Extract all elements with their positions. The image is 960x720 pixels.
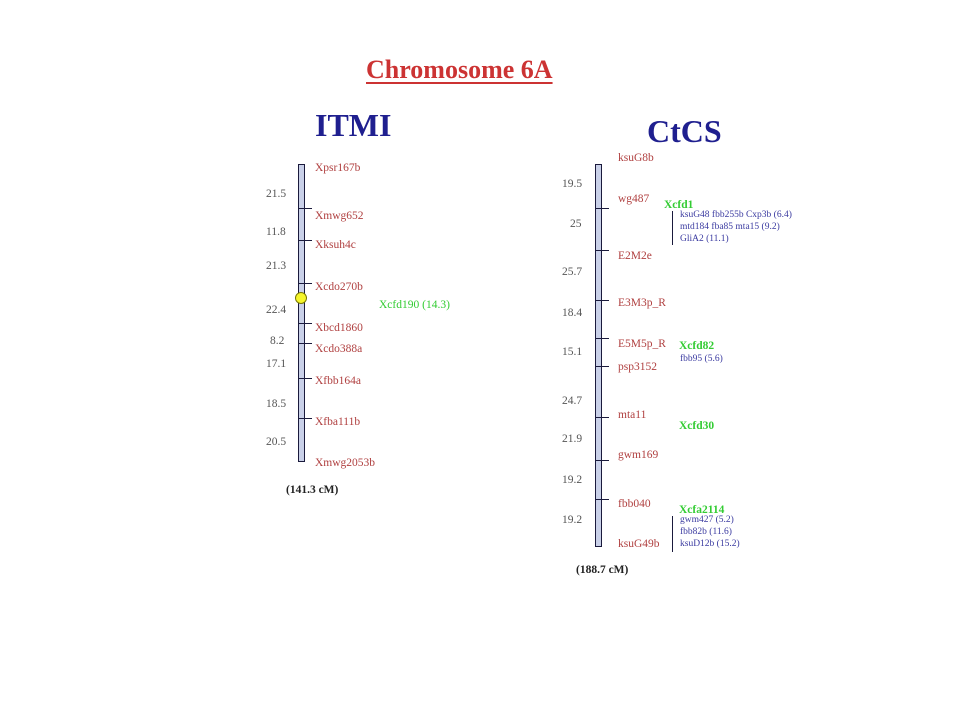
ctcs-total-length: (188.7 cM) bbox=[576, 564, 629, 576]
xcfa2114-sub-marker: gwm427 (5.2) bbox=[680, 515, 734, 525]
ctcs-interval: 19.2 bbox=[562, 514, 583, 526]
itmi-interval: 22.4 bbox=[266, 304, 287, 316]
itmi-map-title: ITMI bbox=[315, 107, 392, 143]
ctcs-interval: 18.4 bbox=[562, 307, 583, 319]
ctcs-marker: ksuG8b bbox=[618, 152, 654, 164]
xcfa2114-bracket-line bbox=[672, 516, 673, 552]
ctcs-marker: fbb040 bbox=[618, 498, 651, 510]
itmi-marker: Xfba111b bbox=[315, 416, 361, 428]
ctcs-interval: 25 bbox=[570, 218, 582, 230]
main-title: Chromosome 6A bbox=[366, 55, 553, 84]
ctcs-marker: E5M5p_R bbox=[618, 338, 666, 350]
itmi-interval: 21.5 bbox=[266, 188, 287, 200]
ctcs-tick bbox=[595, 366, 609, 367]
itmi-marker: Xksuh4c bbox=[315, 239, 356, 251]
itmi-marker: Xbcd1860 bbox=[315, 322, 363, 334]
ctcs-marker: psp3152 bbox=[618, 361, 657, 373]
itmi-marker: Xmwg2053b bbox=[315, 457, 376, 469]
ctcs-marker: wg487 bbox=[618, 193, 650, 205]
itmi-marker: Xpsr167b bbox=[315, 162, 361, 174]
xcfd1-sub-marker: mtd184 fba85 mta15 (9.2) bbox=[680, 222, 780, 232]
ctcs-interval: 15.1 bbox=[562, 346, 583, 358]
ctcs-interval: 25.7 bbox=[562, 266, 583, 278]
xcfd1-sub-marker: GliA2 (11.1) bbox=[680, 234, 729, 244]
ctcs-interval: 24.7 bbox=[562, 395, 583, 407]
ctcs-interval: 21.9 bbox=[562, 433, 583, 445]
itmi-tick bbox=[298, 343, 312, 344]
itmi-marker: Xcdo388a bbox=[315, 343, 363, 355]
ctcs-tick bbox=[595, 460, 609, 461]
xcfa2114-sub-marker: fbb82b (11.6) bbox=[680, 527, 732, 537]
ctcs-marker: E2M2e bbox=[618, 250, 652, 262]
itmi-marker: Xmwg652 bbox=[315, 210, 364, 222]
ctcs-tick bbox=[595, 417, 609, 418]
ctcs-map-title: CtCS bbox=[647, 113, 722, 149]
itmi-interval: 11.8 bbox=[266, 226, 286, 238]
itmi-interval: 8.2 bbox=[270, 335, 285, 347]
ctcs-gene-xcfd30: Xcfd30 bbox=[679, 420, 715, 432]
itmi-tick bbox=[298, 208, 312, 209]
xcfd1-bracket-line bbox=[672, 211, 673, 245]
ctcs-tick bbox=[595, 499, 609, 500]
ctcs-tick bbox=[595, 300, 609, 301]
itmi-tick bbox=[298, 283, 312, 284]
itmi-interval: 20.5 bbox=[266, 436, 287, 448]
xcfd190-locus-dot bbox=[295, 292, 307, 304]
xcfd82-sub-marker: fbb95 (5.6) bbox=[680, 354, 723, 364]
ctcs-marker: mta11 bbox=[618, 409, 647, 421]
itmi-interval: 17.1 bbox=[266, 358, 287, 370]
itmi-tick bbox=[298, 418, 312, 419]
itmi-total-length: (141.3 cM) bbox=[286, 484, 339, 496]
ctcs-marker: gwm169 bbox=[618, 449, 659, 461]
itmi-marker: Xfbb164a bbox=[315, 375, 361, 387]
itmi-gene-xcfd190: Xcfd190 (14.3) bbox=[379, 299, 450, 311]
ctcs-marker: ksuG49b bbox=[618, 538, 660, 550]
ctcs-tick bbox=[595, 250, 609, 251]
itmi-tick bbox=[298, 240, 312, 241]
itmi-tick bbox=[298, 323, 312, 324]
itmi-interval: 21.3 bbox=[266, 260, 287, 272]
ctcs-gene-xcfd1: Xcfd1 bbox=[664, 199, 694, 211]
xcfd1-sub-marker: ksuG48 fbb255b Cxp3b (6.4) bbox=[680, 210, 792, 220]
itmi-tick bbox=[298, 378, 312, 379]
itmi-marker: Xcdo270b bbox=[315, 281, 363, 293]
ctcs-gene-xcfa2114: Xcfa2114 bbox=[679, 504, 725, 516]
xcfa2114-sub-marker: ksuD12b (15.2) bbox=[680, 539, 740, 549]
ctcs-marker: E3M3p_R bbox=[618, 297, 666, 309]
ctcs-gene-xcfd82: Xcfd82 bbox=[679, 340, 715, 352]
ctcs-chromosome-bar bbox=[595, 164, 602, 547]
ctcs-tick bbox=[595, 208, 609, 209]
itmi-interval: 18.5 bbox=[266, 398, 287, 410]
ctcs-interval: 19.2 bbox=[562, 474, 583, 486]
ctcs-interval: 19.5 bbox=[562, 178, 583, 190]
ctcs-tick bbox=[595, 338, 609, 339]
